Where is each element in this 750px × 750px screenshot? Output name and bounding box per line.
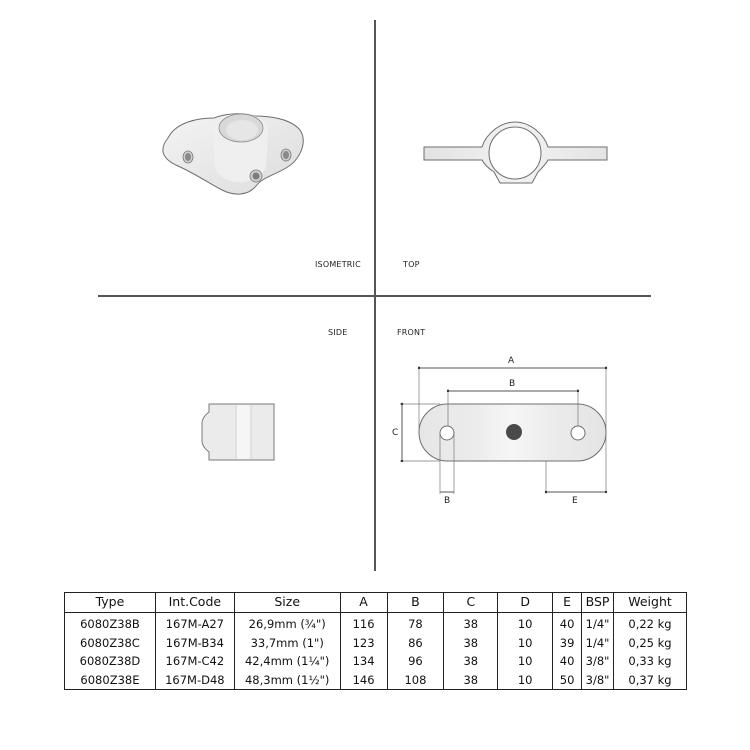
label-front: FRONT	[397, 328, 426, 337]
table-row	[65, 613, 687, 634]
header-c: C	[444, 593, 498, 613]
cell-size: 26,9mm (¾")	[234, 613, 340, 634]
cell-weight: 0,25 kg	[614, 634, 687, 653]
header-size: Size	[234, 593, 340, 613]
cell-d: 10	[498, 634, 553, 653]
cell-c: 38	[444, 671, 498, 690]
cell-type: 6080Z38B	[65, 613, 156, 634]
cell-bsp: 3/8"	[582, 671, 614, 690]
specification-table	[64, 592, 687, 690]
cell-int-code: 167M-C42	[155, 652, 234, 671]
cell-size: 33,7mm (1")	[234, 634, 340, 653]
cell-b: 78	[387, 613, 444, 634]
cell-int-code: 167M-D48	[155, 671, 234, 690]
cell-int-code: 167M-B34	[155, 634, 234, 653]
cell-weight: 0,33 kg	[614, 652, 687, 671]
cell-size: 48,3mm (1½")	[234, 671, 340, 690]
cell-d: 10	[498, 613, 553, 634]
header-int-code: Int.Code	[155, 593, 234, 613]
cell-b: 108	[387, 671, 444, 690]
dim-label-e: E	[572, 496, 578, 506]
cell-size: 42,4mm (1¼")	[234, 652, 340, 671]
cell-bsp: 1/4"	[582, 613, 614, 634]
cell-e: 39	[553, 634, 582, 653]
cell-type: 6080Z38E	[65, 671, 156, 690]
cell-e: 50	[553, 671, 582, 690]
cell-b: 96	[387, 652, 444, 671]
table-header-row	[65, 593, 687, 613]
header-d: D	[498, 593, 553, 613]
cell-c: 38	[444, 652, 498, 671]
cell-bsp: 3/8"	[582, 652, 614, 671]
header-e: E	[553, 593, 582, 613]
header-weight: Weight	[614, 593, 687, 613]
cell-c: 38	[444, 613, 498, 634]
header-a: A	[340, 593, 387, 613]
label-top: TOP	[403, 260, 420, 269]
cell-b: 86	[387, 634, 444, 653]
cell-a: 123	[340, 634, 387, 653]
cell-c: 38	[444, 634, 498, 653]
cell-e: 40	[553, 613, 582, 634]
header-type: Type	[65, 593, 156, 613]
cell-weight: 0,37 kg	[614, 671, 687, 690]
cell-a: 134	[340, 652, 387, 671]
cell-e: 40	[553, 652, 582, 671]
cell-weight: 0,22 kg	[614, 613, 687, 634]
dim-label-b-top: B	[509, 379, 516, 389]
cell-int-code: 167M-A27	[155, 613, 234, 634]
label-side: SIDE	[328, 328, 348, 337]
table-row	[65, 634, 687, 653]
table-row	[65, 671, 687, 690]
cell-a: 116	[340, 613, 387, 634]
header-b: B	[387, 593, 444, 613]
cell-type: 6080Z38C	[65, 634, 156, 653]
cell-a: 146	[340, 671, 387, 690]
cell-type: 6080Z38D	[65, 652, 156, 671]
label-isometric: ISOMETRIC	[315, 260, 361, 269]
cell-d: 10	[498, 652, 553, 671]
table-row	[65, 652, 687, 671]
cell-d: 10	[498, 671, 553, 690]
cell-bsp: 1/4"	[582, 634, 614, 653]
dim-label-a: A	[508, 356, 515, 366]
dim-label-c: C	[392, 428, 399, 438]
dim-label-b-bottom: B	[444, 496, 451, 506]
header-bsp: BSP	[582, 593, 614, 613]
